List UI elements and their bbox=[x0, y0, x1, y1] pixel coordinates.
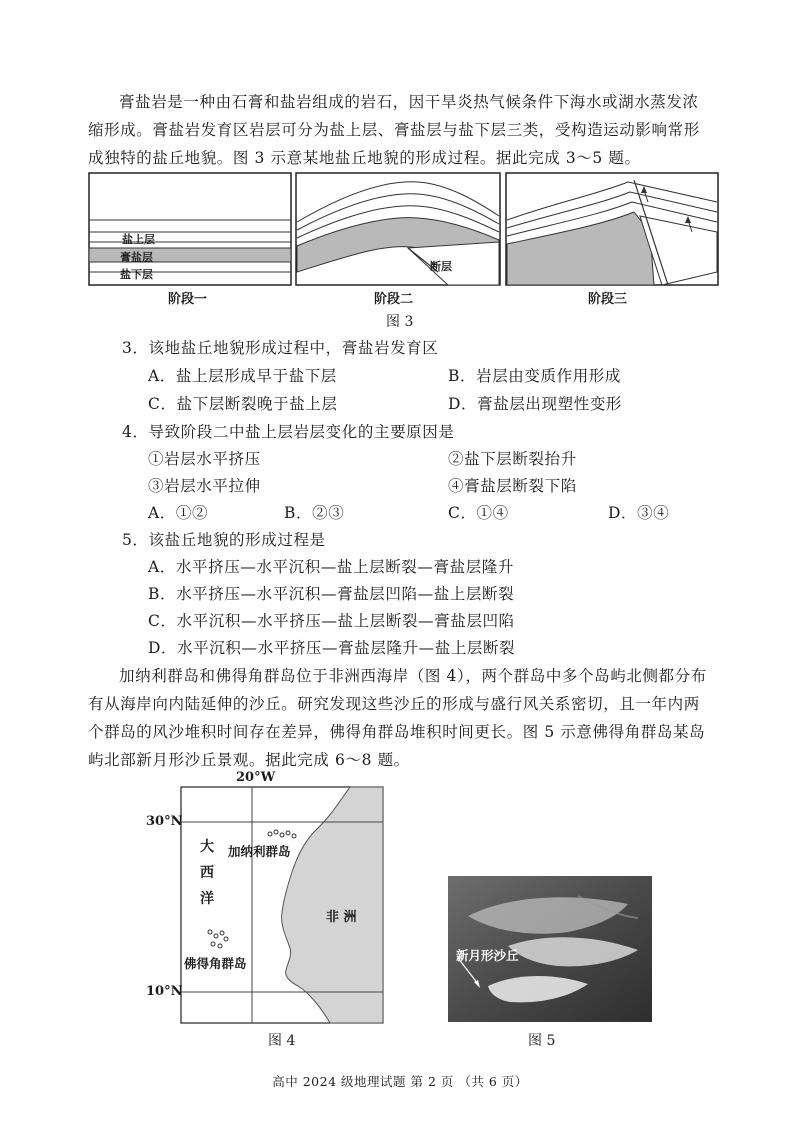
map-lat-bottom-label: 10°N bbox=[146, 984, 183, 999]
q4-option-b: B．②③ bbox=[284, 504, 345, 522]
dune-label: 新月形沙丘 bbox=[456, 948, 519, 963]
q3-option-a: A．盐上层形成早于盐下层 bbox=[148, 367, 337, 385]
q4-option-a: A．①② bbox=[148, 504, 209, 522]
label-layer-top: 盐上层 bbox=[122, 233, 155, 246]
page-footer: 高中 2024 级地理试题 第 2 页 （共 6 页） bbox=[272, 1074, 528, 1089]
intro2-line3: 个群岛的风沙堆积时间存在差异，佛得角群岛堆积时间更长。图 5 示意佛得角群岛某岛 bbox=[88, 723, 706, 741]
q4-statement-3: ③岩层水平拉伸 bbox=[148, 477, 261, 495]
q5-option-a: A．水平挤压—水平沉积—盐上层断裂—膏盐层隆升 bbox=[148, 558, 514, 576]
intro1-line1: 膏盐岩是一种由石膏和盐岩组成的岩石，因干旱炎热气候条件下海水或湖水蒸发浓 bbox=[119, 93, 699, 111]
map-africa-label: 非 洲 bbox=[326, 910, 357, 925]
intro1-line3: 成独特的盐丘地貌。图 3 示意某地盐丘地貌的形成过程。据此完成 3～5 题。 bbox=[88, 149, 641, 167]
stage2-panel bbox=[296, 173, 500, 285]
figure-3-caption: 图 3 bbox=[386, 314, 414, 330]
intro1-line2: 缩形成。膏盐岩发育区岩层可分为盐上层、膏盐层与盐下层三类，受构造运动影响常形 bbox=[88, 121, 700, 139]
q4-statement-2: ②盐下层断裂抬升 bbox=[448, 450, 577, 468]
question-5-stem: 5．该盐丘地貌的形成过程是 bbox=[122, 531, 326, 549]
question-3-stem: 3．该地盐丘地貌形成过程中，膏盐岩发育区 bbox=[122, 339, 439, 357]
q3-option-b: B．岩层由变质作用形成 bbox=[448, 367, 621, 385]
stage3-panel bbox=[506, 173, 718, 285]
q4-option-c: C．①④ bbox=[448, 504, 509, 522]
label-layer-bottom: 盐下层 bbox=[120, 268, 153, 281]
question-4-stem: 4．导致阶段二中盐上层岩层变化的主要原因是 bbox=[122, 423, 455, 441]
figure-3-diagram bbox=[88, 172, 720, 288]
q3-option-c: C．盐下层断裂晚于盐上层 bbox=[148, 395, 338, 413]
label-layer-mid: 膏盐层 bbox=[120, 251, 153, 264]
q4-option-d: D．③④ bbox=[608, 504, 670, 522]
q3-option-d: D．膏盐层出现塑性变形 bbox=[448, 395, 623, 413]
intro2-line4: 屿北部新月形沙丘景观。据此完成 6～8 题。 bbox=[88, 751, 410, 769]
intro2-line1: 加纳利群岛和佛得角群岛位于非洲西海岸（图 4），两个群岛中多个岛屿北侧都分布 bbox=[119, 667, 707, 685]
map-ocean-char-2: 西 bbox=[200, 865, 214, 881]
map-lat-top-label: 30°N bbox=[146, 814, 183, 829]
q4-statement-4: ④膏盐层断裂下陷 bbox=[448, 477, 577, 495]
stage2-label: 阶段二 bbox=[374, 292, 414, 307]
stage3-label: 阶段三 bbox=[588, 292, 628, 307]
figure-4-caption: 图 4 bbox=[268, 1033, 296, 1049]
figure-5-caption: 图 5 bbox=[528, 1033, 556, 1049]
q4-statement-1: ①岩层水平挤压 bbox=[148, 450, 261, 468]
map-ocean-char-3: 洋 bbox=[200, 891, 214, 907]
q5-option-c: C．水平沉积—水平挤压—盐上层断裂—膏盐层凹陷 bbox=[148, 612, 515, 630]
map-capeverde-label: 佛得角群岛 bbox=[184, 956, 247, 971]
label-fault: 断层 bbox=[430, 260, 452, 273]
intro2-line2: 有从海岸向内陆延伸的沙丘。研究发现这些沙丘的形成与盛行风关系密切，且一年内两 bbox=[88, 695, 700, 713]
q5-option-b: B．水平挤压—水平沉积—膏盐层凹陷—盐上层断裂 bbox=[148, 585, 515, 603]
map-canary-label: 加纳利群岛 bbox=[228, 844, 291, 859]
map-longitude-label: 20°W bbox=[236, 770, 276, 785]
map-ocean-char-1: 大 bbox=[200, 839, 214, 855]
stage1-label: 阶段一 bbox=[168, 292, 208, 307]
intro-paragraph-1 bbox=[88, 88, 730, 116]
q5-option-d: D．水平沉积—水平挤压—膏盐层隆升—盐上层断裂 bbox=[148, 639, 516, 657]
